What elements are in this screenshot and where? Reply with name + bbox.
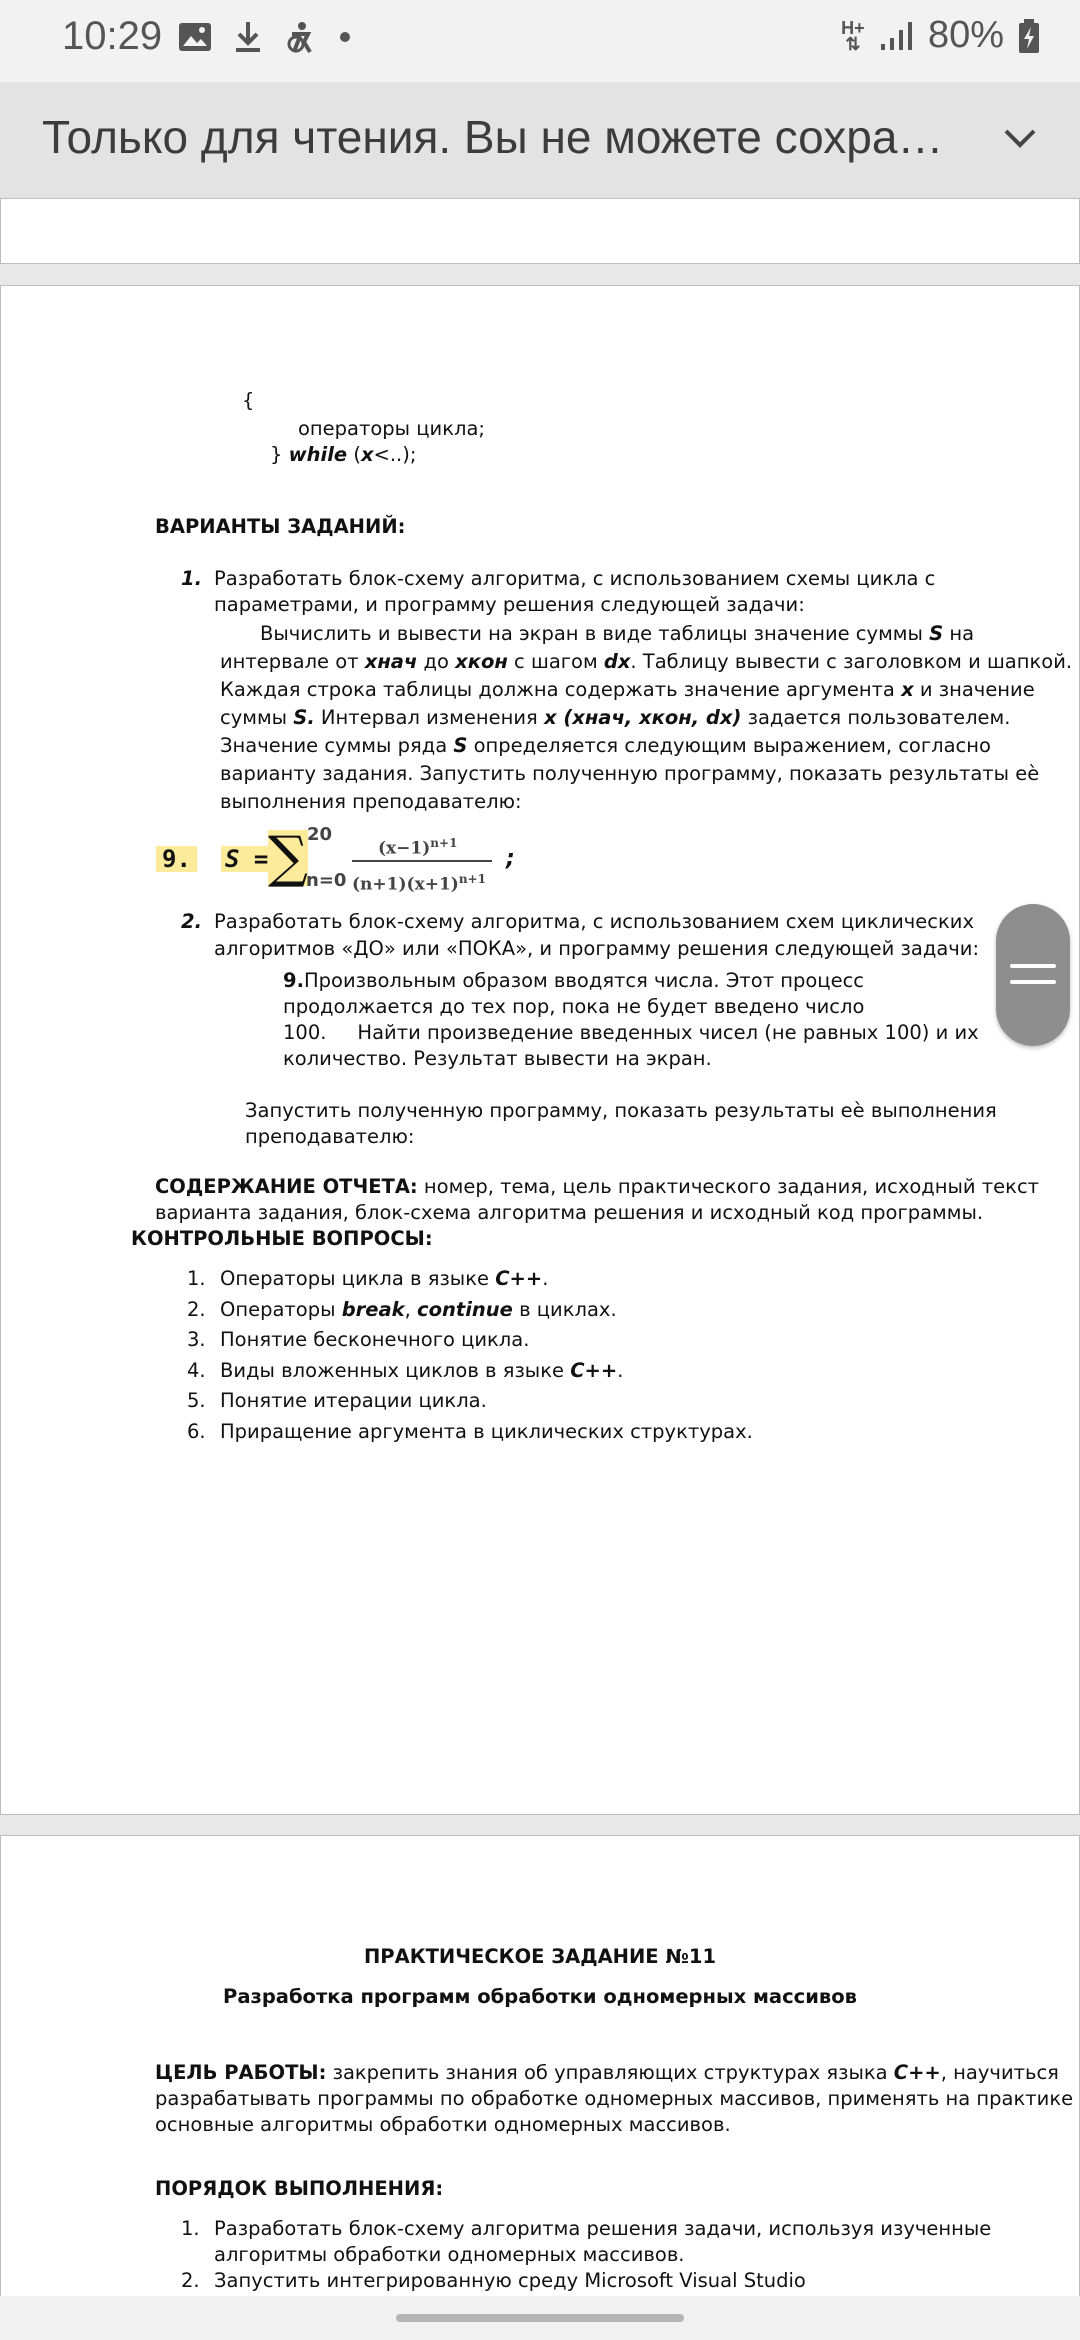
drag-handle-icon	[996, 904, 1070, 1046]
task2-line1: Разработать блок-схему алгоритма, с использованием схем циклических	[214, 910, 974, 933]
read-only-banner[interactable]	[0, 82, 1080, 198]
read-only-message: Только для чтения. Вы не можете сохра…	[42, 111, 944, 163]
status-bar	[0, 0, 1080, 82]
list-item: 5. Понятие итерации цикла.	[187, 1389, 487, 1412]
list-item: 1. Разработать блок-схему алгоритма решения задачи, используя изученные	[181, 2217, 992, 2240]
document-page-3	[0, 1835, 1080, 2307]
formula-lhs: S =	[221, 846, 272, 872]
accessibility-icon	[284, 20, 316, 54]
document-page-1	[0, 198, 1080, 264]
code-while: } while (x<..);	[270, 443, 417, 466]
formula-end: ;	[506, 846, 515, 871]
status-time: 10:29	[62, 14, 163, 58]
list-item: 2. Запустить интегрированную среду Microsoft Visual Studio	[181, 2269, 806, 2292]
fraction-bar	[352, 860, 492, 862]
task1-paragraph: Вычислить и вывести на экран в виде таблицы значение суммы S на интервале от xнач до xкон с шагом dx. Таблицу вывести с заголовком и шапкой. Каждая строка таблицы должна содержать значение аргумента x и значение суммы S. Интервал изменения x (xнач, xкон, dx) задается пользователем. Значение суммы ряда S определяется следующим выражением, согласно варианту задания. Запустить полученную программу, показать результаты еѐ выполнения преподавателю:	[220, 622, 1073, 813]
list-item: 2. Операторы break, continue в циклах.	[187, 1297, 617, 1321]
home-gesture-bar[interactable]	[396, 2314, 684, 2322]
dot-icon	[338, 30, 352, 44]
sigma-icon: ∑	[268, 825, 308, 890]
task1-line1: Разработать блок-схему алгоритма, с использованием схемы цикла с	[214, 567, 936, 590]
task2-run-line2: преподавателю:	[245, 1125, 415, 1148]
signal-icon	[880, 20, 914, 52]
questions-heading: КОНТРОЛЬНЫЕ ВОПРОСЫ:	[131, 1227, 433, 1250]
order-heading: ПОРЯДОК ВЫПОЛНЕНИЯ:	[155, 2177, 444, 2200]
code-open-brace: {	[242, 389, 255, 412]
task2-run-line1: Запустить полученную программу, показать результаты еѐ выполнения	[245, 1099, 997, 1122]
battery-percent: 80%	[927, 14, 1004, 56]
chevron-down-icon[interactable]	[1000, 118, 1040, 158]
list-item: 6. Приращение аргумента в циклических структурах.	[187, 1419, 753, 1443]
task2-line2: алгоритмов «ДО» или «ПОКА», и программу решения следующей задачи:	[214, 937, 980, 960]
page-subtitle: Разработка программ обработки одномерных массивов	[223, 1985, 857, 2008]
variants-heading: ВАРИАНТЫ ЗАДАНИЙ:	[155, 515, 406, 538]
formula-numerator: $(x-1)^{n+1}$	[378, 836, 458, 859]
questions-list	[187, 1264, 753, 1447]
formula-denominator: $(n+1)(x+1)^{n+1}$	[352, 872, 486, 895]
code-body: операторы цикла;	[298, 417, 485, 440]
task1-number: 1.	[181, 567, 202, 590]
steps-list: 1. Разработать блок-схему алгоритма решения задачи, используя изученные алгоритмы обработки одномерных массивов. 2. Запустить интегрированную среду Microsoft Visual Studio	[181, 2217, 992, 2292]
goal-paragraph: ЦЕЛЬ РАБОТЫ: закрепить знания об управляющих структурах языка C++, научиться разрабатывать программы по обработке одномерных массивов, применять на практике основные алгоритмы обработки одномерных массивов.	[155, 2061, 1074, 2136]
document-page-2	[0, 285, 1080, 1815]
list-item: 1. Операторы цикла в языке C++.	[187, 1267, 549, 1290]
list-item: 4. Виды вложенных циклов в языке C++.	[187, 1358, 624, 1382]
page-title: ПРАКТИЧЕСКОЕ ЗАДАНИЕ №11	[363, 1945, 717, 1968]
task1-line2: параметрами, и программу решения следующей задачи:	[214, 593, 805, 616]
list-item: 3. Понятие бесконечного цикла.	[187, 1328, 530, 1351]
image-icon	[178, 22, 212, 52]
task2-number: 2.	[181, 910, 202, 933]
download-icon	[234, 20, 262, 54]
scroll-handle[interactable]	[996, 904, 1070, 1046]
formula-variant-number: 9.	[156, 846, 197, 872]
sum-formula	[156, 826, 536, 896]
task2-subtask: 9.Произвольным образом вводятся числа. Этот процесс продолжается до тех пор, пока не будет введено число 100. Найти произведение введенных чисел (не равных 100) и их количество. Результат вывести на экран.	[283, 969, 979, 1070]
formula-lower-limit: n=0	[306, 870, 347, 891]
report-content: СОДЕРЖАНИЕ ОТЧЕТА: номер, тема, цель практического задания, исходный текст варианта задания, блок-схема алгоритма решения и исходный код программы.	[155, 1175, 1040, 1224]
formula-upper-limit: 20	[307, 824, 333, 845]
battery-charging-icon	[1018, 18, 1040, 54]
network-icon: H+ ⇅	[841, 17, 865, 54]
navigation-bar	[0, 2296, 1080, 2340]
